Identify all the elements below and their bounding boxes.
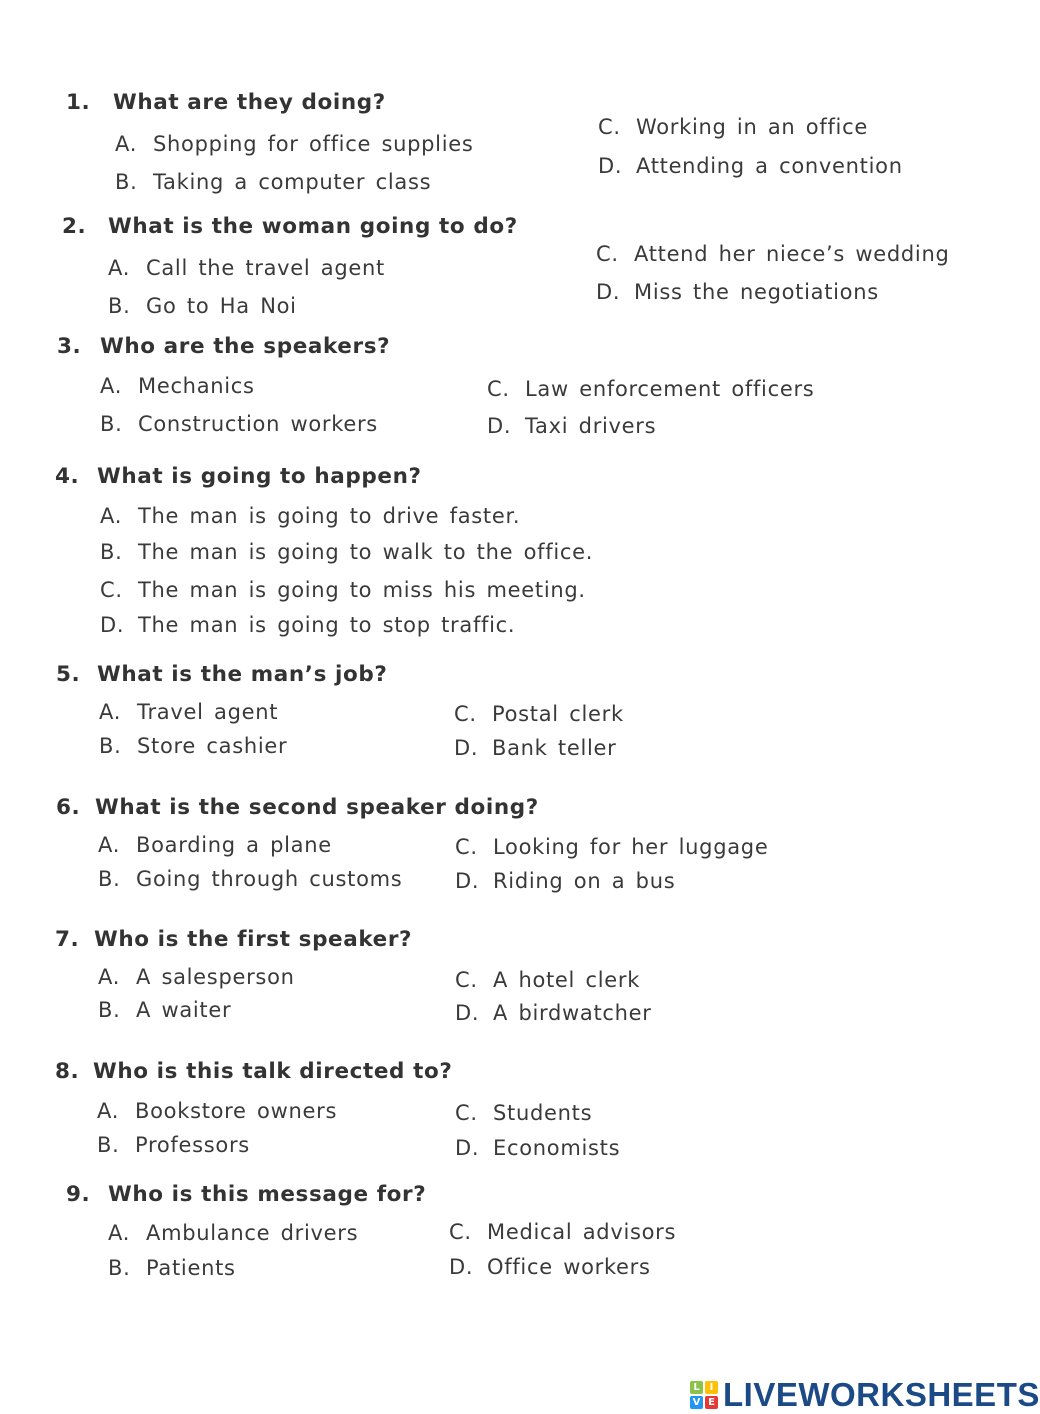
option-1-a[interactable] bbox=[115, 134, 474, 155]
option-7-c[interactable] bbox=[455, 970, 640, 991]
option-text: Postal clerk bbox=[492, 702, 624, 726]
option-8-c[interactable] bbox=[455, 1103, 592, 1124]
liveworksheets-logo bbox=[690, 1376, 1040, 1414]
option-9-b[interactable] bbox=[108, 1258, 236, 1279]
question-3 bbox=[57, 336, 390, 358]
option-letter: A. bbox=[108, 1221, 131, 1245]
question-text: Who are the speakers? bbox=[100, 334, 391, 359]
question-number: 2. bbox=[62, 214, 87, 239]
option-text: Law enforcement officers bbox=[525, 377, 815, 401]
option-text: Miss the negotiations bbox=[634, 280, 879, 304]
question-number: 5. bbox=[56, 662, 81, 687]
option-text: Travel agent bbox=[137, 700, 279, 724]
option-1-b[interactable] bbox=[115, 172, 431, 193]
option-letter: B. bbox=[108, 1256, 131, 1280]
option-text: Going through customs bbox=[136, 867, 403, 891]
option-letter: D. bbox=[487, 414, 512, 438]
option-letter: A. bbox=[98, 833, 121, 857]
option-letter: A. bbox=[97, 1099, 120, 1123]
question-5 bbox=[56, 664, 387, 686]
option-text: Mechanics bbox=[138, 374, 255, 398]
option-letter: D. bbox=[596, 280, 621, 304]
option-5-d[interactable] bbox=[454, 738, 617, 759]
option-text: Attending a convention bbox=[636, 154, 903, 178]
option-text: Riding on a bus bbox=[493, 869, 676, 893]
option-letter: B. bbox=[99, 734, 122, 758]
option-text: Patients bbox=[146, 1256, 236, 1280]
option-2-b[interactable] bbox=[108, 296, 297, 317]
option-9-c[interactable] bbox=[449, 1222, 676, 1243]
option-text: The man is going to miss his meeting. bbox=[138, 578, 586, 602]
option-letter: C. bbox=[455, 835, 478, 859]
option-letter: C. bbox=[487, 377, 510, 401]
option-8-a[interactable] bbox=[97, 1101, 337, 1122]
option-text: Working in an office bbox=[636, 115, 868, 139]
question-number: 1. bbox=[66, 90, 91, 115]
option-letter: D. bbox=[455, 869, 480, 893]
option-letter: B. bbox=[98, 867, 121, 891]
option-text: A birdwatcher bbox=[493, 1001, 652, 1025]
option-text: Attend her niece’s wedding bbox=[634, 242, 950, 266]
option-text: Students bbox=[493, 1101, 593, 1125]
option-text: The man is going to stop traffic. bbox=[138, 613, 516, 637]
option-text: Bank teller bbox=[492, 736, 617, 760]
option-text: Go to Ha Noi bbox=[146, 294, 297, 318]
option-6-a[interactable] bbox=[98, 835, 332, 856]
option-letter: D. bbox=[598, 154, 623, 178]
option-letter: B. bbox=[100, 412, 123, 436]
option-8-b[interactable] bbox=[97, 1135, 250, 1156]
option-letter: C. bbox=[454, 702, 477, 726]
option-7-b[interactable] bbox=[98, 1000, 231, 1021]
option-9-d[interactable] bbox=[449, 1257, 651, 1278]
option-7-a[interactable] bbox=[98, 967, 295, 988]
option-text: Looking for her luggage bbox=[493, 835, 769, 859]
question-number: 3. bbox=[57, 334, 82, 359]
question-text: Who is the first speaker? bbox=[94, 927, 413, 952]
option-1-c[interactable] bbox=[598, 117, 868, 138]
option-letter: B. bbox=[97, 1133, 120, 1157]
option-text: Call the travel agent bbox=[146, 256, 385, 280]
option-text: Taking a computer class bbox=[153, 170, 432, 194]
question-text: What are they doing? bbox=[113, 90, 386, 115]
option-letter: A. bbox=[99, 700, 122, 724]
option-text: Store cashier bbox=[137, 734, 288, 758]
option-text: Office workers bbox=[487, 1255, 651, 1279]
question-text: What is the second speaker doing? bbox=[95, 795, 539, 820]
option-letter: C. bbox=[598, 115, 621, 139]
question-7 bbox=[55, 929, 412, 951]
option-letter: A. bbox=[100, 504, 123, 528]
logo-text: LIVEWORKSHEETS bbox=[723, 1376, 1040, 1413]
option-4-c[interactable] bbox=[100, 580, 586, 601]
option-5-c[interactable] bbox=[454, 704, 624, 725]
option-6-b[interactable] bbox=[98, 869, 402, 890]
option-letter: C. bbox=[100, 578, 123, 602]
option-letter: B. bbox=[98, 998, 121, 1022]
option-text: A hotel clerk bbox=[493, 968, 641, 992]
option-3-a[interactable] bbox=[100, 376, 255, 397]
option-text: Ambulance drivers bbox=[146, 1221, 359, 1245]
option-2-c[interactable] bbox=[596, 244, 950, 265]
option-text: Shopping for office supplies bbox=[153, 132, 474, 156]
logo-block: L bbox=[690, 1381, 703, 1394]
question-2 bbox=[62, 216, 518, 238]
option-text: Economists bbox=[493, 1136, 621, 1160]
option-5-a[interactable] bbox=[99, 702, 278, 723]
option-2-d[interactable] bbox=[596, 282, 879, 303]
option-6-c[interactable] bbox=[455, 837, 768, 858]
logo-block: V bbox=[690, 1396, 703, 1409]
option-text: Boarding a plane bbox=[136, 833, 332, 857]
option-letter: A. bbox=[100, 374, 123, 398]
question-text: Who is this talk directed to? bbox=[93, 1059, 453, 1084]
question-number: 4. bbox=[55, 464, 80, 489]
option-8-d[interactable] bbox=[455, 1138, 620, 1159]
question-number: 7. bbox=[55, 927, 80, 952]
question-4 bbox=[55, 466, 422, 488]
option-text: The man is going to drive faster. bbox=[138, 504, 521, 528]
question-1 bbox=[66, 92, 386, 114]
option-letter: D. bbox=[100, 613, 125, 637]
question-number: 9. bbox=[66, 1182, 91, 1207]
option-letter: A. bbox=[115, 132, 138, 156]
question-text: Who is this message for? bbox=[108, 1182, 427, 1207]
option-text: A waiter bbox=[136, 998, 232, 1022]
option-letter: B. bbox=[100, 540, 123, 564]
option-text: The man is going to walk to the office. bbox=[138, 540, 594, 564]
option-letter: A. bbox=[108, 256, 131, 280]
question-text: What is the woman going to do? bbox=[108, 214, 518, 239]
option-letter: C. bbox=[455, 1101, 478, 1125]
option-3-d[interactable] bbox=[487, 416, 656, 437]
question-text: What is the man’s job? bbox=[97, 662, 388, 687]
question-text: What is going to happen? bbox=[97, 464, 422, 489]
option-text: Medical advisors bbox=[487, 1220, 677, 1244]
option-4-b[interactable] bbox=[100, 542, 593, 563]
option-3-c[interactable] bbox=[487, 379, 814, 400]
option-6-d[interactable] bbox=[455, 871, 675, 892]
option-letter: C. bbox=[596, 242, 619, 266]
option-letter: D. bbox=[455, 1001, 480, 1025]
option-letter: C. bbox=[455, 968, 478, 992]
option-letter: D. bbox=[449, 1255, 474, 1279]
option-4-a[interactable] bbox=[100, 506, 520, 527]
question-8 bbox=[55, 1061, 452, 1083]
option-5-b[interactable] bbox=[99, 736, 287, 757]
option-text: A salesperson bbox=[136, 965, 295, 989]
option-letter: C. bbox=[449, 1220, 472, 1244]
option-letter: D. bbox=[454, 736, 479, 760]
option-text: Taxi drivers bbox=[525, 414, 657, 438]
option-letter: B. bbox=[108, 294, 131, 318]
question-9 bbox=[66, 1184, 426, 1206]
option-3-b[interactable] bbox=[100, 414, 378, 435]
logo-block: I bbox=[705, 1381, 718, 1394]
option-text: Construction workers bbox=[138, 412, 378, 436]
logo-block: E bbox=[705, 1396, 718, 1409]
option-text: Professors bbox=[135, 1133, 250, 1157]
option-9-a[interactable] bbox=[108, 1223, 358, 1244]
logo-blocks-icon bbox=[690, 1381, 718, 1409]
option-letter: B. bbox=[115, 170, 138, 194]
question-6 bbox=[56, 797, 539, 819]
option-1-d[interactable] bbox=[598, 156, 903, 177]
option-2-a[interactable] bbox=[108, 258, 385, 279]
option-letter: A. bbox=[98, 965, 121, 989]
question-number: 6. bbox=[56, 795, 81, 820]
question-number: 8. bbox=[55, 1059, 80, 1084]
option-7-d[interactable] bbox=[455, 1003, 652, 1024]
option-text: Bookstore owners bbox=[135, 1099, 338, 1123]
option-4-d[interactable] bbox=[100, 615, 515, 636]
option-letter: D. bbox=[455, 1136, 480, 1160]
